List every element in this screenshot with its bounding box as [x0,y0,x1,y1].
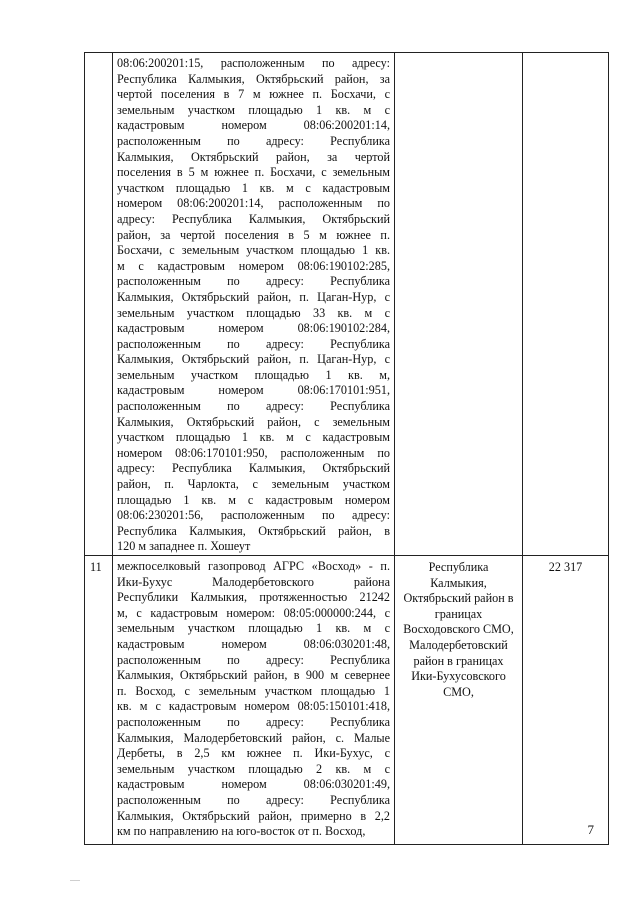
description-cell [113,556,395,845]
description-line: Босхачи, с земельным участком площадью 1 кв. [117,243,390,258]
description-line: расположенным по адресу: Республика [117,133,390,148]
table-row [85,556,609,845]
description-line: номером 08:06:170101:950, расположенным по [117,445,390,460]
location-line: границах [434,606,483,621]
description-line: участком площадью 1 кв. м с кадастровым [117,180,390,195]
page-number: 7 [587,822,594,837]
description-line: участком площадью 1 кв. м с кадастровым [117,430,390,445]
description-line: расположенным по адресу: Республика [117,714,390,729]
description-line: м, с кадастровым номером: 08:05:000000:244, с [117,605,390,620]
description-line: чертой поселения в 7 м южнее п. Босхачи, с [117,87,390,102]
description-line: земельным участком площадью 1 кв. м с [117,102,390,117]
description-line: расположенным по адресу: Республика [117,336,390,351]
description-line: район, п. Чарлокта, с земельным участком [117,477,390,492]
description-text [113,53,394,555]
description-line: кадастровым номером 08:06:200201:14, [117,118,390,133]
description-line: м с кадастровым номером 08:06:190102:285, [117,258,390,273]
area-cell [523,556,609,845]
description-line: Калмыкия, Октябрьский район, за чертой [117,149,390,164]
description-line: п. Восход, с земельным участком площадью 1 [117,683,390,698]
description-cell [113,53,395,556]
description-line: межпоселковый газопровод АГРС «Восход» - п. [117,559,390,573]
location-text [395,53,522,57]
description-line: кадастровым номером 08:06:170101:951, [117,383,390,398]
location-cell [395,53,523,556]
location-text [395,556,522,700]
area-value: 22 317 [548,560,583,574]
table-row [85,53,609,556]
description-line: земельным участком площадью 33 кв. м с [117,305,390,320]
description-line: Калмыкия, Октябрьский район, в 900 м севернее [117,668,390,683]
scan-artifact [70,880,80,881]
location-line: Малодербетовский [409,637,508,652]
description-line: адресу: Республика Калмыкия, Октябрьский [117,461,390,476]
description-line: земельным участком площадью 1 кв. м, [117,367,390,382]
description-line: расположенным по адресу: Республика [117,399,390,414]
description-line: расположенным по адресу: Республика [117,652,390,667]
description-line: 120 м западнее п. Хошеут [117,539,251,554]
location-line: Восходовского СМО, [403,622,514,637]
description-line: номером 08:06:200201:14, расположенным по [117,196,390,211]
location-line: Октябрьский район в [403,591,514,606]
description-line: Республика Калмыкия, Октябрьский район, за [117,71,390,86]
description-line: район, за чертой поселения в 5 м южнее п. [117,227,390,242]
description-line: Калмыкия, Октябрьский район, примерно в 2,2 [117,808,390,823]
description-line: кадастровым номером 08:06:030201:48, [117,636,390,651]
description-line: кадастровым номером 08:06:030201:49, [117,777,390,792]
description-line: расположенным по адресу: Республика [117,792,390,807]
description-line: адресу: Республика Калмыкия, Октябрьский [117,211,390,226]
description-text [113,556,394,840]
location-cell [395,556,523,845]
row-number-cell: 11 [85,556,113,845]
description-line: площадью 1 кв. м с кадастровым номером [117,492,390,507]
registry-table [84,52,609,845]
location-line: СМО, [443,684,474,699]
description-line: кв. м с кадастровым номером 08:05:150101:418, [117,699,390,714]
description-line: Калмыкия, Октябрьский район, п. Цаган-Нур, с [117,352,390,367]
location-line: Республика [428,560,489,574]
location-line: Ики-Бухусовского [411,669,506,684]
description-line: земельным участком площадью 2 кв. м с [117,761,390,776]
description-line: расположенным по адресу: Республика [117,274,390,289]
location-line: район в границах [413,653,504,668]
description-line: 08:06:200201:15, расположенным по адресу: [117,56,390,70]
description-line: кадастровым номером 08:06:190102:284, [117,321,390,336]
description-line: Калмыкия, Октябрьский район, с земельным [117,414,390,429]
description-line: поселения в 5 м южнее п. Босхачи, с земельным [117,165,390,180]
area-cell [523,53,609,556]
description-line: Калмыкия, Октябрьский район, п. Цаган-Нур, с [117,289,390,304]
area-value [523,53,608,57]
description-line: земельным участком площадью 1 кв. м с [117,621,390,636]
description-line: Ики-Бухус Малодербетовского района [117,574,390,589]
description-line: Калмыкия, Малодербетовский район, с. Малые [117,730,390,745]
description-line: Дербеты, в 2,5 км южнее п. Ики-Бухус, с [117,746,390,761]
description-line: Республика Калмыкия, Октябрьский район, в [117,523,390,538]
description-line: 08:06:230201:56, расположенным по адресу: [117,508,390,523]
location-line: Калмыкия, [430,575,487,590]
description-line: Республики Калмыкия, протяженностью 21242 [117,590,390,605]
row-number-cell [85,53,113,556]
description-line: км по направлению на юго-восток от п. Восход, [117,824,366,839]
